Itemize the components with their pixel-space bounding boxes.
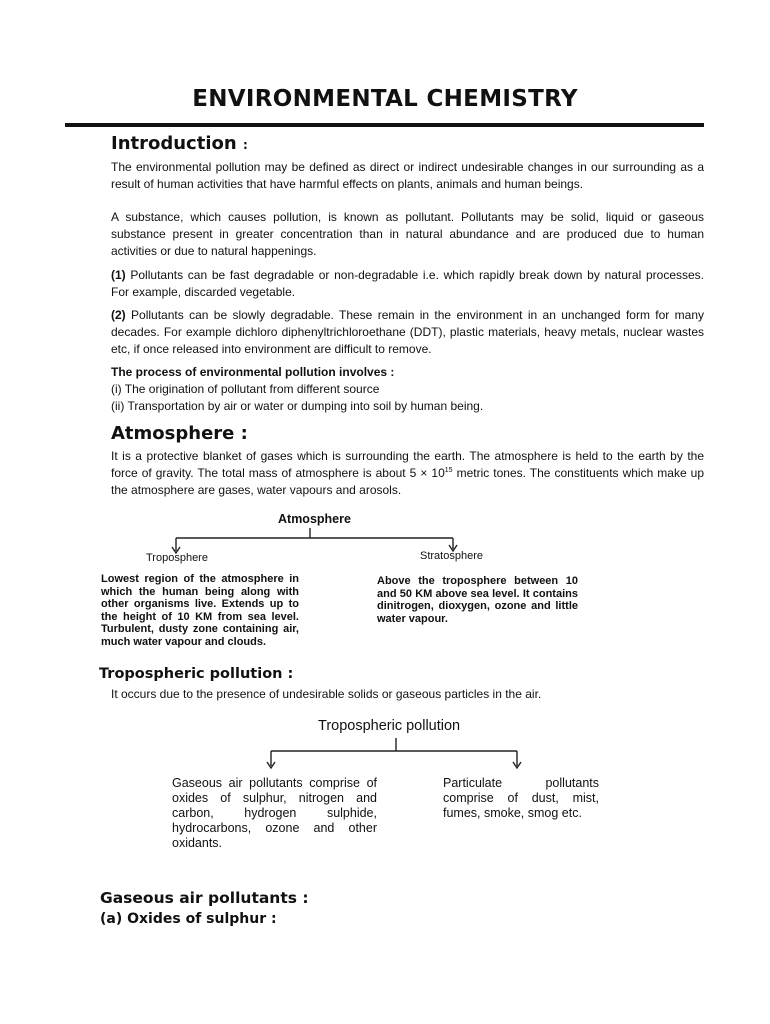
process-item-1: (i) The origination of pollutant from different source (111, 382, 380, 396)
atmosphere-paragraph-part-1: It is a protective blanket of gases which is surrounding the earth. The atmosphere is held to the earth by the force of gravity. The total mass of atmosphere is about 5 × 10 (111, 449, 704, 480)
process-item-2: (ii) Transportation by air or water or dumping into soil by human being. (111, 399, 484, 413)
introduction-heading (111, 133, 248, 154)
process-heading: The process of environmental pollution involves : (111, 365, 395, 379)
page-title: ENVIRONMENTAL CHEMISTRY (192, 86, 578, 112)
tropospheric-diagram (160, 714, 610, 854)
intro-point-1 (111, 267, 704, 301)
gaseous-pollutants-box: Gaseous air pollutants comprise of oxides of sulphur, nitrogen and carbon, hydrogen sulphide, hydrocarbons, ozone and other oxidants. (172, 776, 377, 850)
intro-paragraph-2: A substance, which causes pollution, is known as pollutant. Pollutants may be solid, liquid or gaseous substance present in greater concentration than in natural abundance and are produced due to human activities or due to natural happenings. (111, 210, 704, 258)
introduction-heading-text: Introduction (111, 133, 237, 154)
tropospheric-pollution-text: It occurs due to the presence of undesirable solids or gaseous particles in the air. (111, 687, 542, 701)
particulate-pollutants-box: Particulate pollutants comprise of dust, mist, fumes, smoke, smog etc. (443, 776, 599, 820)
intro-paragraph-1: The environmental pollution may be defined as direct or indirect undesirable changes in our surrounding as a result of human activities that have harmful effects on plants, animals and human beings. (111, 160, 704, 191)
atmosphere-heading: Atmosphere : (111, 423, 248, 444)
introduction-heading-colon: : (242, 138, 248, 152)
point-1-text: Pollutants can be fast degradable or non-degradable i.e. which rapidly break down by natural processes. For example, discarded vegetable. (111, 268, 704, 299)
point-2-number: (2) (111, 308, 126, 322)
tropospheric-pollution-heading: Tropospheric pollution : (99, 666, 294, 682)
atmosphere-exponent: 15 (444, 467, 453, 474)
title-rule (65, 123, 704, 127)
atmosphere-paragraph-part-2: metric tones. The constituents which make up the atmosphere are gases, water vapours and arosols. (111, 466, 705, 497)
point-1-number: (1) (111, 268, 126, 282)
intro-point-2 (111, 307, 704, 358)
atmosphere-diagram-root: Atmosphere (278, 512, 351, 526)
stratosphere-description: Above the troposphere between 10 and 50 KM above sea level. It contains dinitrogen, dioxygen, ozone and little water vapour. (377, 575, 578, 625)
troposphere-label: Troposphere (146, 552, 208, 564)
troposphere-description: Lowest region of the atmosphere in which the human being along with other organisms live. Extends up to the height of 10 KM from sea level. Turbulent, dusty zone containing air, much water vapour and clouds. (101, 573, 299, 648)
point-2-text: Pollutants can be slowly degradable. These remain in the environment in an unchanged form for many decades. For example dichloro diphenyltrichloroethane (DDT), plastic materials, heavy metals, nuclear wastes etc, if once released into environment are difficult to remove. (111, 308, 704, 356)
stratosphere-label: Stratosphere (420, 550, 483, 562)
oxides-of-sulphur-heading: (a) Oxides of sulphur : (100, 911, 277, 927)
atmosphere-paragraph (111, 448, 704, 499)
gaseous-air-pollutants-heading: Gaseous air pollutants : (100, 889, 309, 907)
atmosphere-diagram (95, 508, 595, 653)
tropospheric-diagram-root: Tropospheric pollution (318, 718, 461, 734)
